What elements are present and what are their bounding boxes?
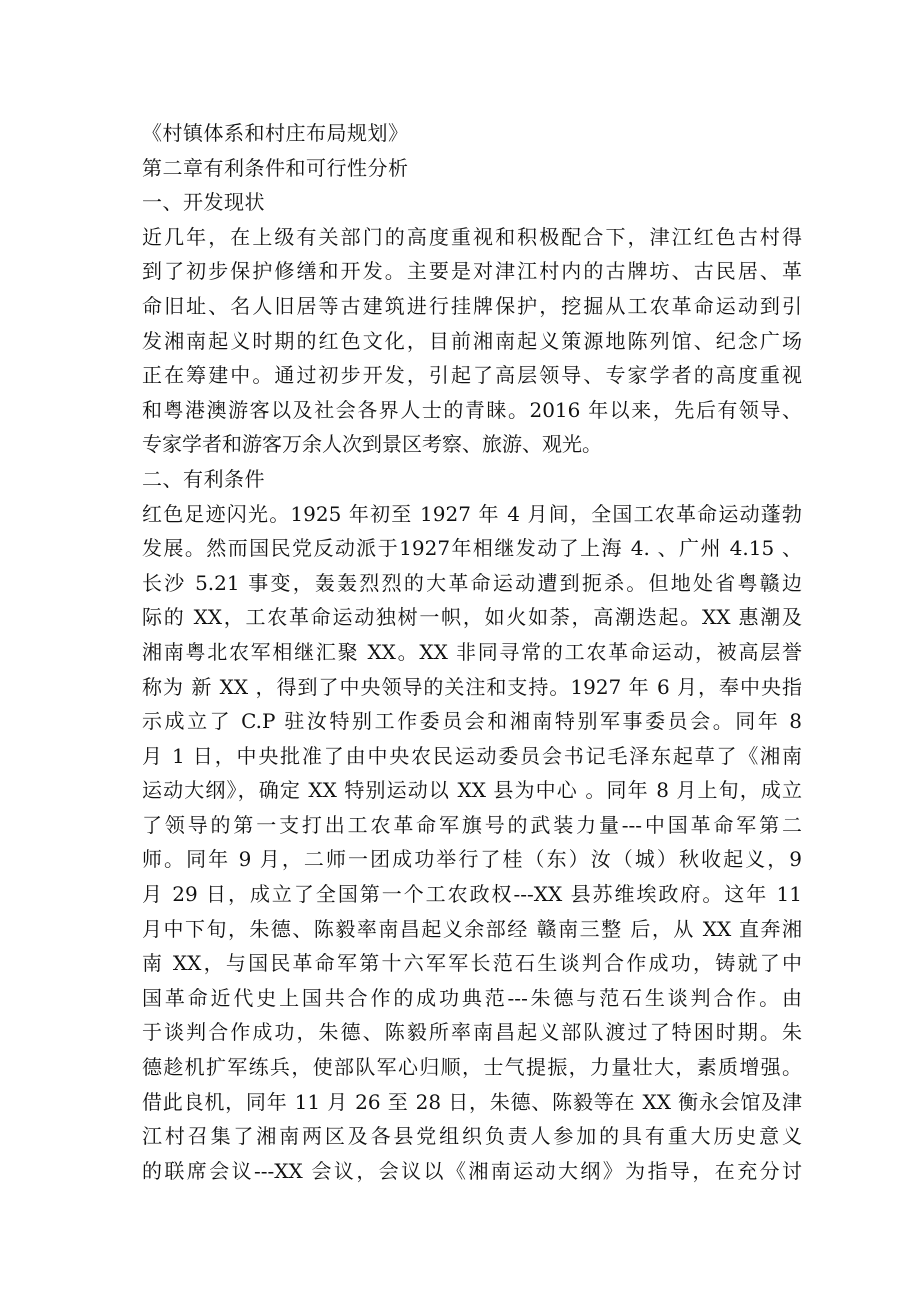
paragraph-line: 于谈判合作成功，朱德、陈毅所率南昌起义部队渡过了特困时期。朱 xyxy=(142,1020,802,1045)
paragraph-line: 师。同年 9 月，二师一团成功举行了桂（东）汝（城）秋收起义，9 xyxy=(142,847,802,872)
paragraph-line: 红色足迹闪光。1925 年初至 1927 年 4 月间，全国工农革命运动蓬勃 xyxy=(142,501,802,526)
section-heading: 第二章有利条件和可行性分析 xyxy=(142,155,409,180)
section-heading: 《村镇体系和村庄布局规划》 xyxy=(142,121,409,145)
paragraph-line: 近几年，在上级有关部门的高度重视和积极配合下，津江红色古村得 xyxy=(142,224,802,249)
paragraph-line: 示成立了 C.P 驻汝特别工作委员会和湘南特别军事委员会。同年 8 xyxy=(142,709,802,734)
paragraph-line: 月 1 日，中央批准了由中央农民运动委员会书记毛泽东起草了《湘南 xyxy=(142,743,802,768)
paragraph-line: 发展。然而国民党反动派于1927年相继发动了上海 4. 、广州 4.15 、 xyxy=(142,536,802,561)
section-heading: 一、开发现状 xyxy=(142,190,265,215)
paragraph-line: 月 29 日，成立了全国第一个工农政权---XX 县苏维埃政府。这年 11 xyxy=(142,882,802,907)
paragraph-line: 和粤港澳游客以及社会各界人士的青睐。2016 年以来，先后有领导、 xyxy=(142,397,802,422)
paragraph-line: 江村召集了湘南两区及各县党组织负责人参加的具有重大历史意义 xyxy=(142,1124,802,1149)
paragraph-line: 长沙 5.21 事变，轰轰烈烈的大革命运动遭到扼杀。但地处省粤赣边 xyxy=(142,570,802,595)
paragraph-line: 到了初步保护修缮和开发。主要是对津江村内的古牌坊、古民居、革 xyxy=(142,259,802,284)
paragraph-line: 德趁机扩军练兵，使部队军心归顺，士气提振，力量壮大，素质增强。 xyxy=(142,1055,802,1080)
paragraph-line: 国革命近代史上国共合作的成功典范---朱德与范石生谈判合作。由 xyxy=(142,985,802,1010)
paragraph-line: 的联席会议---XX 会议，会议以《湘南运动大纲》为指导，在充分讨 xyxy=(142,1158,802,1183)
paragraph-line: 了领导的第一支打出工农革命军旗号的武装力量---中国革命军第二 xyxy=(142,812,802,837)
section-heading: 二、有利条件 xyxy=(142,466,265,491)
paragraph-line: 际的 XX，工农革命运动独树一帜，如火如荼，高潮迭起。XX 惠潮及 xyxy=(142,605,802,630)
paragraph-line: 月中下旬，朱德、陈毅率南昌起义余部经 赣南三整 后，从 XX 直奔湘 xyxy=(142,916,802,941)
paragraph-line: 正在筹建中。通过初步开发，引起了高层领导、专家学者的高度重视 xyxy=(142,363,802,388)
paragraph-line: 称为 新 XX ，得到了中央领导的关注和支持。1927 年 6 月，奉中央指 xyxy=(142,674,802,699)
document-body xyxy=(142,116,802,1188)
paragraph-line: 发湘南起义时期的红色文化，目前湘南起义策源地陈列馆、纪念广场 xyxy=(142,328,802,353)
paragraph-line: 专家学者和游客万余人次到景区考察、旅游、观光。 xyxy=(142,432,602,457)
paragraph-line: 借此良机，同年 11 月 26 至 28 日，朱德、陈毅等在 XX 衡永会馆及津 xyxy=(142,1089,802,1114)
paragraph-line: 南 XX，与国民革命军第十六军军长范石生谈判合作成功，铸就了中 xyxy=(142,951,802,976)
paragraph-line: 运动大纲》，确定 XX 特别运动以 XX 县为中心 。同年 8 月上旬，成立 xyxy=(142,778,802,803)
paragraph-line: 命旧址、名人旧居等古建筑进行挂牌保护，挖掘从工农革命运动到引 xyxy=(142,293,802,318)
paragraph-line: 湘南粤北农军相继汇聚 XX。XX 非同寻常的工农革命运动，被高层誉 xyxy=(142,639,802,664)
